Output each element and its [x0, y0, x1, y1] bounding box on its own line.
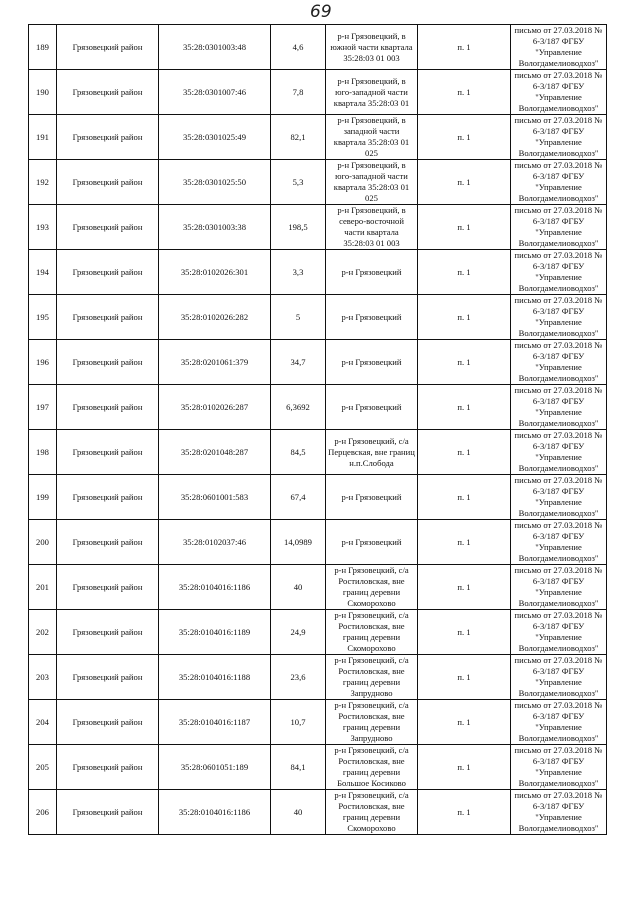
letter-cell: письмо от 27.03.2018 № 6-3/187 ФГБУ "Управление Вологдамелиоводхоз" [511, 700, 607, 745]
letter-cell: письмо от 27.03.2018 № 6-3/187 ФГБУ "Управление Вологдамелиоводхоз" [511, 250, 607, 295]
row-number-cell: 194 [29, 250, 57, 295]
table-body [29, 25, 607, 835]
point-cell: п. 1 [418, 115, 511, 160]
point-cell: п. 1 [418, 565, 511, 610]
cadastral-number-cell: 35:28:0104016:1187 [159, 700, 271, 745]
point-cell: п. 1 [418, 340, 511, 385]
letter-cell: письмо от 27.03.2018 № 6-3/187 ФГБУ "Управление Вологдамелиоводхоз" [511, 655, 607, 700]
point-cell: п. 1 [418, 655, 511, 700]
table-row [29, 520, 607, 565]
row-number-cell: 189 [29, 25, 57, 70]
area-cell: 4,6 [271, 25, 326, 70]
letter-cell: письмо от 27.03.2018 № 6-3/187 ФГБУ "Управление Вологдамелиоводхоз" [511, 565, 607, 610]
district-cell: Грязовецкий район [57, 610, 159, 655]
row-number-cell: 206 [29, 790, 57, 835]
letter-cell: письмо от 27.03.2018 № 6-3/187 ФГБУ "Управление Вологдамелиоводхоз" [511, 385, 607, 430]
cadastral-number-cell: 35:28:0104016:1186 [159, 565, 271, 610]
letter-cell: письмо от 27.03.2018 № 6-3/187 ФГБУ "Управление Вологдамелиоводхоз" [511, 340, 607, 385]
district-cell: Грязовецкий район [57, 430, 159, 475]
location-cell: р-н Грязовецкий, с/а Ростиловская, вне границ деревни Запрудново [326, 655, 418, 700]
point-cell: п. 1 [418, 475, 511, 520]
district-cell: Грязовецкий район [57, 475, 159, 520]
district-cell: Грязовецкий район [57, 700, 159, 745]
location-cell: р-н Грязовецкий, с/а Ростиловская, вне границ деревни Скоморохово [326, 565, 418, 610]
location-cell: р-н Грязовецкий [326, 520, 418, 565]
cadastral-number-cell: 35:28:0301025:49 [159, 115, 271, 160]
cadastral-number-cell: 35:28:0601001:583 [159, 475, 271, 520]
point-cell: п. 1 [418, 610, 511, 655]
area-cell: 3,3 [271, 250, 326, 295]
cadastral-number-cell: 35:28:0301003:48 [159, 25, 271, 70]
table-row [29, 430, 607, 475]
row-number-cell: 203 [29, 655, 57, 700]
table-row [29, 205, 607, 250]
district-cell: Грязовецкий район [57, 565, 159, 610]
row-number-cell: 202 [29, 610, 57, 655]
location-cell: р-н Грязовецкий, в западной части квартала 35:28:03 01 025 [326, 115, 418, 160]
row-number-cell: 193 [29, 205, 57, 250]
area-cell: 7,8 [271, 70, 326, 115]
area-cell: 40 [271, 790, 326, 835]
letter-cell: письмо от 27.03.2018 № 6-3/187 ФГБУ "Управление Вологдамелиоводхоз" [511, 610, 607, 655]
cadastral-number-cell: 35:28:0201061:379 [159, 340, 271, 385]
table-row [29, 25, 607, 70]
cadastral-number-cell: 35:28:0102026:301 [159, 250, 271, 295]
cadastral-number-cell: 35:28:0104016:1188 [159, 655, 271, 700]
letter-cell: письмо от 27.03.2018 № 6-3/187 ФГБУ "Управление Вологдамелиоводхоз" [511, 160, 607, 205]
area-cell: 10,7 [271, 700, 326, 745]
cadastral-number-cell: 35:28:0102037:46 [159, 520, 271, 565]
district-cell: Грязовецкий район [57, 745, 159, 790]
table-row [29, 70, 607, 115]
location-cell: р-н Грязовецкий, с/а Ростиловская, вне границ деревни Большое Косиково [326, 745, 418, 790]
table-row [29, 700, 607, 745]
point-cell: п. 1 [418, 385, 511, 430]
area-cell: 40 [271, 565, 326, 610]
location-cell: р-н Грязовецкий, с/а Ростиловская, вне границ деревни Скоморохово [326, 610, 418, 655]
cadastral-number-cell: 35:28:0601051:189 [159, 745, 271, 790]
location-cell: р-н Грязовецкий [326, 250, 418, 295]
cadastral-number-cell: 35:28:0102026:287 [159, 385, 271, 430]
letter-cell: письмо от 27.03.2018 № 6-3/187 ФГБУ "Управление Вологдамелиоводхоз" [511, 115, 607, 160]
table-row [29, 745, 607, 790]
letter-cell: письмо от 27.03.2018 № 6-3/187 ФГБУ "Управление Вологдамелиоводхоз" [511, 475, 607, 520]
district-cell: Грязовецкий район [57, 655, 159, 700]
cadastral-number-cell: 35:28:0301007:46 [159, 70, 271, 115]
location-cell: р-н Грязовецкий, с/а Перцевская, вне границ н.п.Слобода [326, 430, 418, 475]
location-cell: р-н Грязовецкий, с/а Ростиловская, вне границ деревни Запрудново [326, 700, 418, 745]
district-cell: Грязовецкий район [57, 295, 159, 340]
location-cell: р-н Грязовецкий [326, 475, 418, 520]
point-cell: п. 1 [418, 25, 511, 70]
table-row [29, 610, 607, 655]
location-cell: р-н Грязовецкий [326, 340, 418, 385]
row-number-cell: 201 [29, 565, 57, 610]
point-cell: п. 1 [418, 790, 511, 835]
area-cell: 84,5 [271, 430, 326, 475]
location-cell: р-н Грязовецкий, с/а Ростиловская, вне границ деревни Скоморохово [326, 790, 418, 835]
row-number-cell: 198 [29, 430, 57, 475]
area-cell: 23,6 [271, 655, 326, 700]
point-cell: п. 1 [418, 745, 511, 790]
table-row [29, 565, 607, 610]
row-number-cell: 190 [29, 70, 57, 115]
point-cell: п. 1 [418, 160, 511, 205]
row-number-cell: 204 [29, 700, 57, 745]
table-row [29, 115, 607, 160]
row-number-cell: 200 [29, 520, 57, 565]
row-number-cell: 205 [29, 745, 57, 790]
district-cell: Грязовецкий район [57, 205, 159, 250]
location-cell: р-н Грязовецкий [326, 385, 418, 430]
point-cell: п. 1 [418, 700, 511, 745]
row-number-cell: 197 [29, 385, 57, 430]
table-row [29, 340, 607, 385]
point-cell: п. 1 [418, 295, 511, 340]
point-cell: п. 1 [418, 205, 511, 250]
table-row [29, 475, 607, 520]
cadastral-number-cell: 35:28:0104016:1186 [159, 790, 271, 835]
cadastral-number-cell: 35:28:0301025:50 [159, 160, 271, 205]
row-number-cell: 199 [29, 475, 57, 520]
district-cell: Грязовецкий район [57, 70, 159, 115]
letter-cell: письмо от 27.03.2018 № 6-3/187 ФГБУ "Управление Вологдамелиоводхоз" [511, 205, 607, 250]
area-cell: 34,7 [271, 340, 326, 385]
letter-cell: письмо от 27.03.2018 № 6-3/187 ФГБУ "Управление Вологдамелиоводхоз" [511, 70, 607, 115]
row-number-cell: 195 [29, 295, 57, 340]
district-cell: Грязовецкий район [57, 160, 159, 205]
table-row [29, 160, 607, 205]
land-registry-table [28, 24, 607, 835]
district-cell: Грязовецкий район [57, 790, 159, 835]
district-cell: Грязовецкий район [57, 385, 159, 430]
area-cell: 84,1 [271, 745, 326, 790]
district-cell: Грязовецкий район [57, 340, 159, 385]
area-cell: 24,9 [271, 610, 326, 655]
letter-cell: письмо от 27.03.2018 № 6-3/187 ФГБУ "Управление Вологдамелиоводхоз" [511, 295, 607, 340]
area-cell: 6,3692 [271, 385, 326, 430]
cadastral-number-cell: 35:28:0102026:282 [159, 295, 271, 340]
location-cell: р-н Грязовецкий [326, 295, 418, 340]
location-cell: р-н Грязовецкий, в южной части квартала 35:28:03 01 003 [326, 25, 418, 70]
area-cell: 5 [271, 295, 326, 340]
letter-cell: письмо от 27.03.2018 № 6-3/187 ФГБУ "Управление Вологдамелиоводхоз" [511, 520, 607, 565]
point-cell: п. 1 [418, 430, 511, 475]
point-cell: п. 1 [418, 520, 511, 565]
location-cell: р-н Грязовецкий, в юго-западной части квартала 35:28:03 01 025 [326, 160, 418, 205]
table-row [29, 385, 607, 430]
district-cell: Грязовецкий район [57, 115, 159, 160]
cadastral-number-cell: 35:28:0201048:287 [159, 430, 271, 475]
location-cell: р-н Грязовецкий, в юго-западной части квартала 35:28:03 01 [326, 70, 418, 115]
area-cell: 82,1 [271, 115, 326, 160]
table-row [29, 250, 607, 295]
cadastral-number-cell: 35:28:0301003:38 [159, 205, 271, 250]
area-cell: 198,5 [271, 205, 326, 250]
district-cell: Грязовецкий район [57, 520, 159, 565]
location-cell: р-н Грязовецкий, в северо-восточной части квартала 35:28:03 01 003 [326, 205, 418, 250]
letter-cell: письмо от 27.03.2018 № 6-3/187 ФГБУ "Управление Вологдамелиоводхоз" [511, 790, 607, 835]
row-number-cell: 192 [29, 160, 57, 205]
point-cell: п. 1 [418, 70, 511, 115]
cadastral-number-cell: 35:28:0104016:1189 [159, 610, 271, 655]
area-cell: 5,3 [271, 160, 326, 205]
area-cell: 67,4 [271, 475, 326, 520]
row-number-cell: 191 [29, 115, 57, 160]
area-cell: 14,0989 [271, 520, 326, 565]
table-row [29, 655, 607, 700]
table-row [29, 295, 607, 340]
letter-cell: письмо от 27.03.2018 № 6-3/187 ФГБУ "Управление Вологдамелиоводхоз" [511, 430, 607, 475]
letter-cell: письмо от 27.03.2018 № 6-3/187 ФГБУ "Управление Вологдамелиоводхоз" [511, 745, 607, 790]
table-row [29, 790, 607, 835]
district-cell: Грязовецкий район [57, 250, 159, 295]
row-number-cell: 196 [29, 340, 57, 385]
letter-cell: письмо от 27.03.2018 № 6-3/187 ФГБУ "Управление Вологдамелиоводхоз" [511, 25, 607, 70]
page-number: 69 [310, 2, 332, 22]
district-cell: Грязовецкий район [57, 25, 159, 70]
point-cell: п. 1 [418, 250, 511, 295]
